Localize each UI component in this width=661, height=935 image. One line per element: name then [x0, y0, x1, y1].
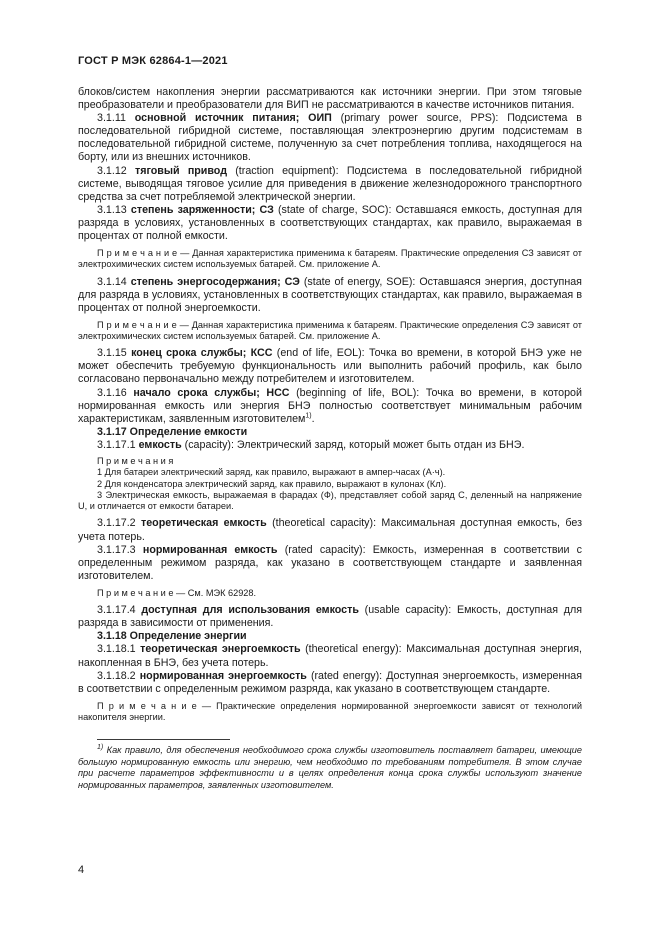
- note-3-1-14: [78, 320, 582, 342]
- note-item: 2 Для конденсатора электрический заряд, как правило, выражают в кулонах (Кл).: [97, 478, 447, 489]
- definition-term: начало срока службы; НСС: [133, 386, 290, 399]
- footnote-reference: 1): [305, 412, 312, 420]
- definition-3-1-11: [78, 112, 582, 164]
- note-text: — Данная характеристика применима к батареям. Практические определения СЗ зависят от электрохимических систем используемых батарей. См. приложение А.: [78, 248, 582, 270]
- note-label: П р и м е ч а н и е: [97, 248, 178, 259]
- definition-number: 3.1.12: [97, 164, 127, 177]
- definition-3-1-18-2: [78, 670, 582, 696]
- intro-paragraph: блоков/систем накопления энергии рассматриваются как источники энергии. При этом тяговые преобразователи и преобразователи для ВИП не рассматриваются в качестве источников питания.: [78, 86, 582, 112]
- definition-number: 3.1.17.4: [97, 604, 136, 617]
- definition-term: тяговый привод: [134, 164, 227, 177]
- definition-text: (capacity): Электрический заряд, который может быть отдан из БНЭ.: [181, 438, 525, 451]
- definition-text: (traction equipment): Подсистема в последовательной гибридной системе, выводящая тяговое усилие для приведения в движение железнодорожного транспортного средства за счет потребляемой электрической энергии.: [78, 164, 582, 203]
- definition-text: (rated energy): Доступная энергоемкость, измеренная в соответствии с определенным режимом разряда, как указано в соответствующем стандарте.: [78, 669, 582, 695]
- definition-term: емкость: [138, 438, 182, 451]
- definition-term: теоретическая энергоемкость: [140, 643, 301, 656]
- definition-number: 3.1.17.3: [97, 543, 136, 556]
- note-3-1-13: [78, 248, 582, 270]
- definition-3-1-18-1: [78, 643, 582, 669]
- definition-number: 3.1.15: [97, 347, 127, 360]
- note-3-1-17-3: [78, 588, 582, 599]
- note-item: 1 Для батареи электрический заряд, как правило, выражают в ампер-часах (А·ч).: [97, 467, 446, 478]
- document-header: ГОСТ Р МЭК 62864-1—2021: [78, 55, 228, 67]
- definition-3-1-17-3: [78, 544, 582, 583]
- note-item: 3 Электрическая емкость, выражаемая в фарадах (Ф), представляет собой заряд С, деленный на напряжение U, и отличается от емкости батареи.: [78, 489, 582, 512]
- definition-text: (rated capacity): Емкость, измеренная в соответствии с определенным режимом разряда, как указано в соответствующем стандарте и заявленная изготовителем.: [78, 543, 583, 582]
- definition-term: основной источник питания; ОИП: [134, 112, 332, 125]
- definition-3-1-13: [78, 204, 582, 243]
- section-heading-3-1-18: 3.1.18 Определение энергии: [97, 630, 247, 643]
- definition-text-tail: .: [311, 412, 315, 425]
- definition-3-1-16: [78, 387, 582, 426]
- definition-term: степень заряженности; СЗ: [130, 203, 274, 216]
- definition-term: степень энергосодержания; СЭ: [130, 275, 300, 288]
- definition-text: (theoretical energy): Максимальная доступная энергия, накопленная в БНЭ, без учета потерь.: [78, 643, 582, 669]
- page-number: 4: [78, 864, 85, 876]
- note-text: — Практические определения нормированной энергоемкости зависят от технологий накопителя энергии.: [78, 700, 582, 722]
- definition-number: 3.1.11: [97, 112, 126, 125]
- definition-term: теоретическая емкость: [141, 517, 267, 530]
- definition-3-1-17-4: [78, 604, 582, 630]
- definition-term: нормированная энергоемкость: [139, 669, 307, 682]
- footnote: [78, 745, 582, 791]
- note-label: П р и м е ч а н и е: [97, 587, 174, 598]
- note-3-1-18-2: [78, 701, 582, 723]
- definition-3-1-14: [78, 276, 582, 315]
- definition-3-1-12: [78, 165, 582, 204]
- definition-term: доступная для использования емкость: [141, 604, 359, 617]
- note-label: П р и м е ч а н и е: [97, 700, 197, 711]
- definition-text: (usable capacity): Емкость, доступная для разряда в зависимости от применения.: [78, 604, 582, 630]
- section-heading-3-1-17: 3.1.17 Определение емкости: [97, 425, 248, 438]
- definition-number: 3.1.14: [97, 275, 127, 288]
- definition-3-1-15: [78, 347, 582, 386]
- note-text: — См. МЭК 62928.: [173, 587, 257, 598]
- definition-term: конец срока службы; КСС: [131, 347, 273, 360]
- definition-text: (theoretical capacity): Максимальная доступная емкость, без учета потерь.: [78, 517, 582, 543]
- definition-number: 3.1.17.1: [97, 438, 136, 451]
- definition-3-1-17-2: [78, 517, 582, 543]
- definition-text: (primary power source, PPS): Подсистема в последовательной гибридной системе, поставляющая электроэнергию другим подсистемам в последовательной гибридной системе, полученную за счет потребления топлива, находящегося на борту, или из внешних источников.: [78, 112, 582, 164]
- notes-label: П р и м е ч а н и я: [97, 455, 174, 466]
- definition-text: (end of life, EOL): Точка во времени, в которой БНЭ уже не может обеспечить требуемую функциональность или выполнить рабочий профиль, как было согласовано первоначально между потребителем и изготовителем.: [78, 347, 582, 386]
- definition-term: нормированная емкость: [142, 543, 278, 556]
- definition-number: 3.1.13: [97, 203, 127, 216]
- note-text: — Данная характеристика применима к батареям. Практические определения СЭ зависят от электрохимических систем используемых батарей. См. приложение А.: [78, 319, 582, 342]
- footnote-marker: 1): [97, 744, 104, 752]
- definition-3-1-17-1: [78, 439, 582, 452]
- definition-text: (state of energy, SOE): Оставшаяся энергия, доступная для разряда в условиях, установленных в соответствующих стандартах, как правило, выражаемая в процентах от полной энергоемкости.: [78, 275, 582, 314]
- notes-group-3-1-17-1: [78, 456, 582, 512]
- definition-number: 3.1.18.2: [97, 669, 136, 682]
- definition-number: 3.1.17.2: [97, 517, 136, 530]
- footnote-separator: [97, 739, 230, 740]
- definition-text: (state of charge, SOC): Оставшаяся емкость, доступная для разряда в условиях, установленных в соответствующих стандартах, как правило, выражаемая в процентах от полной емкости.: [78, 203, 582, 243]
- definition-number: 3.1.16: [97, 386, 127, 399]
- definition-number: 3.1.18.1: [97, 643, 136, 656]
- note-label: П р и м е ч а н и е: [97, 319, 177, 330]
- footnote-text: Как правило, для обеспечения необходимого срока службы изготовитель поставляет батареи, имеющие большую нормированную емкость или энергию, чем необходимо по требованиям потребителя. В этом случае при расчете параметров эффективности и в целях определения конца срока службы используют значение нормированных параметров, заявленных изготовителем.: [78, 745, 582, 790]
- definition-text: (beginning of life, BOL): Точка во времени, в которой нормированная емкость или энергия БНЭ полностью соответствует минимальным рабочим характеристикам, заявленным изготовителем: [78, 386, 582, 425]
